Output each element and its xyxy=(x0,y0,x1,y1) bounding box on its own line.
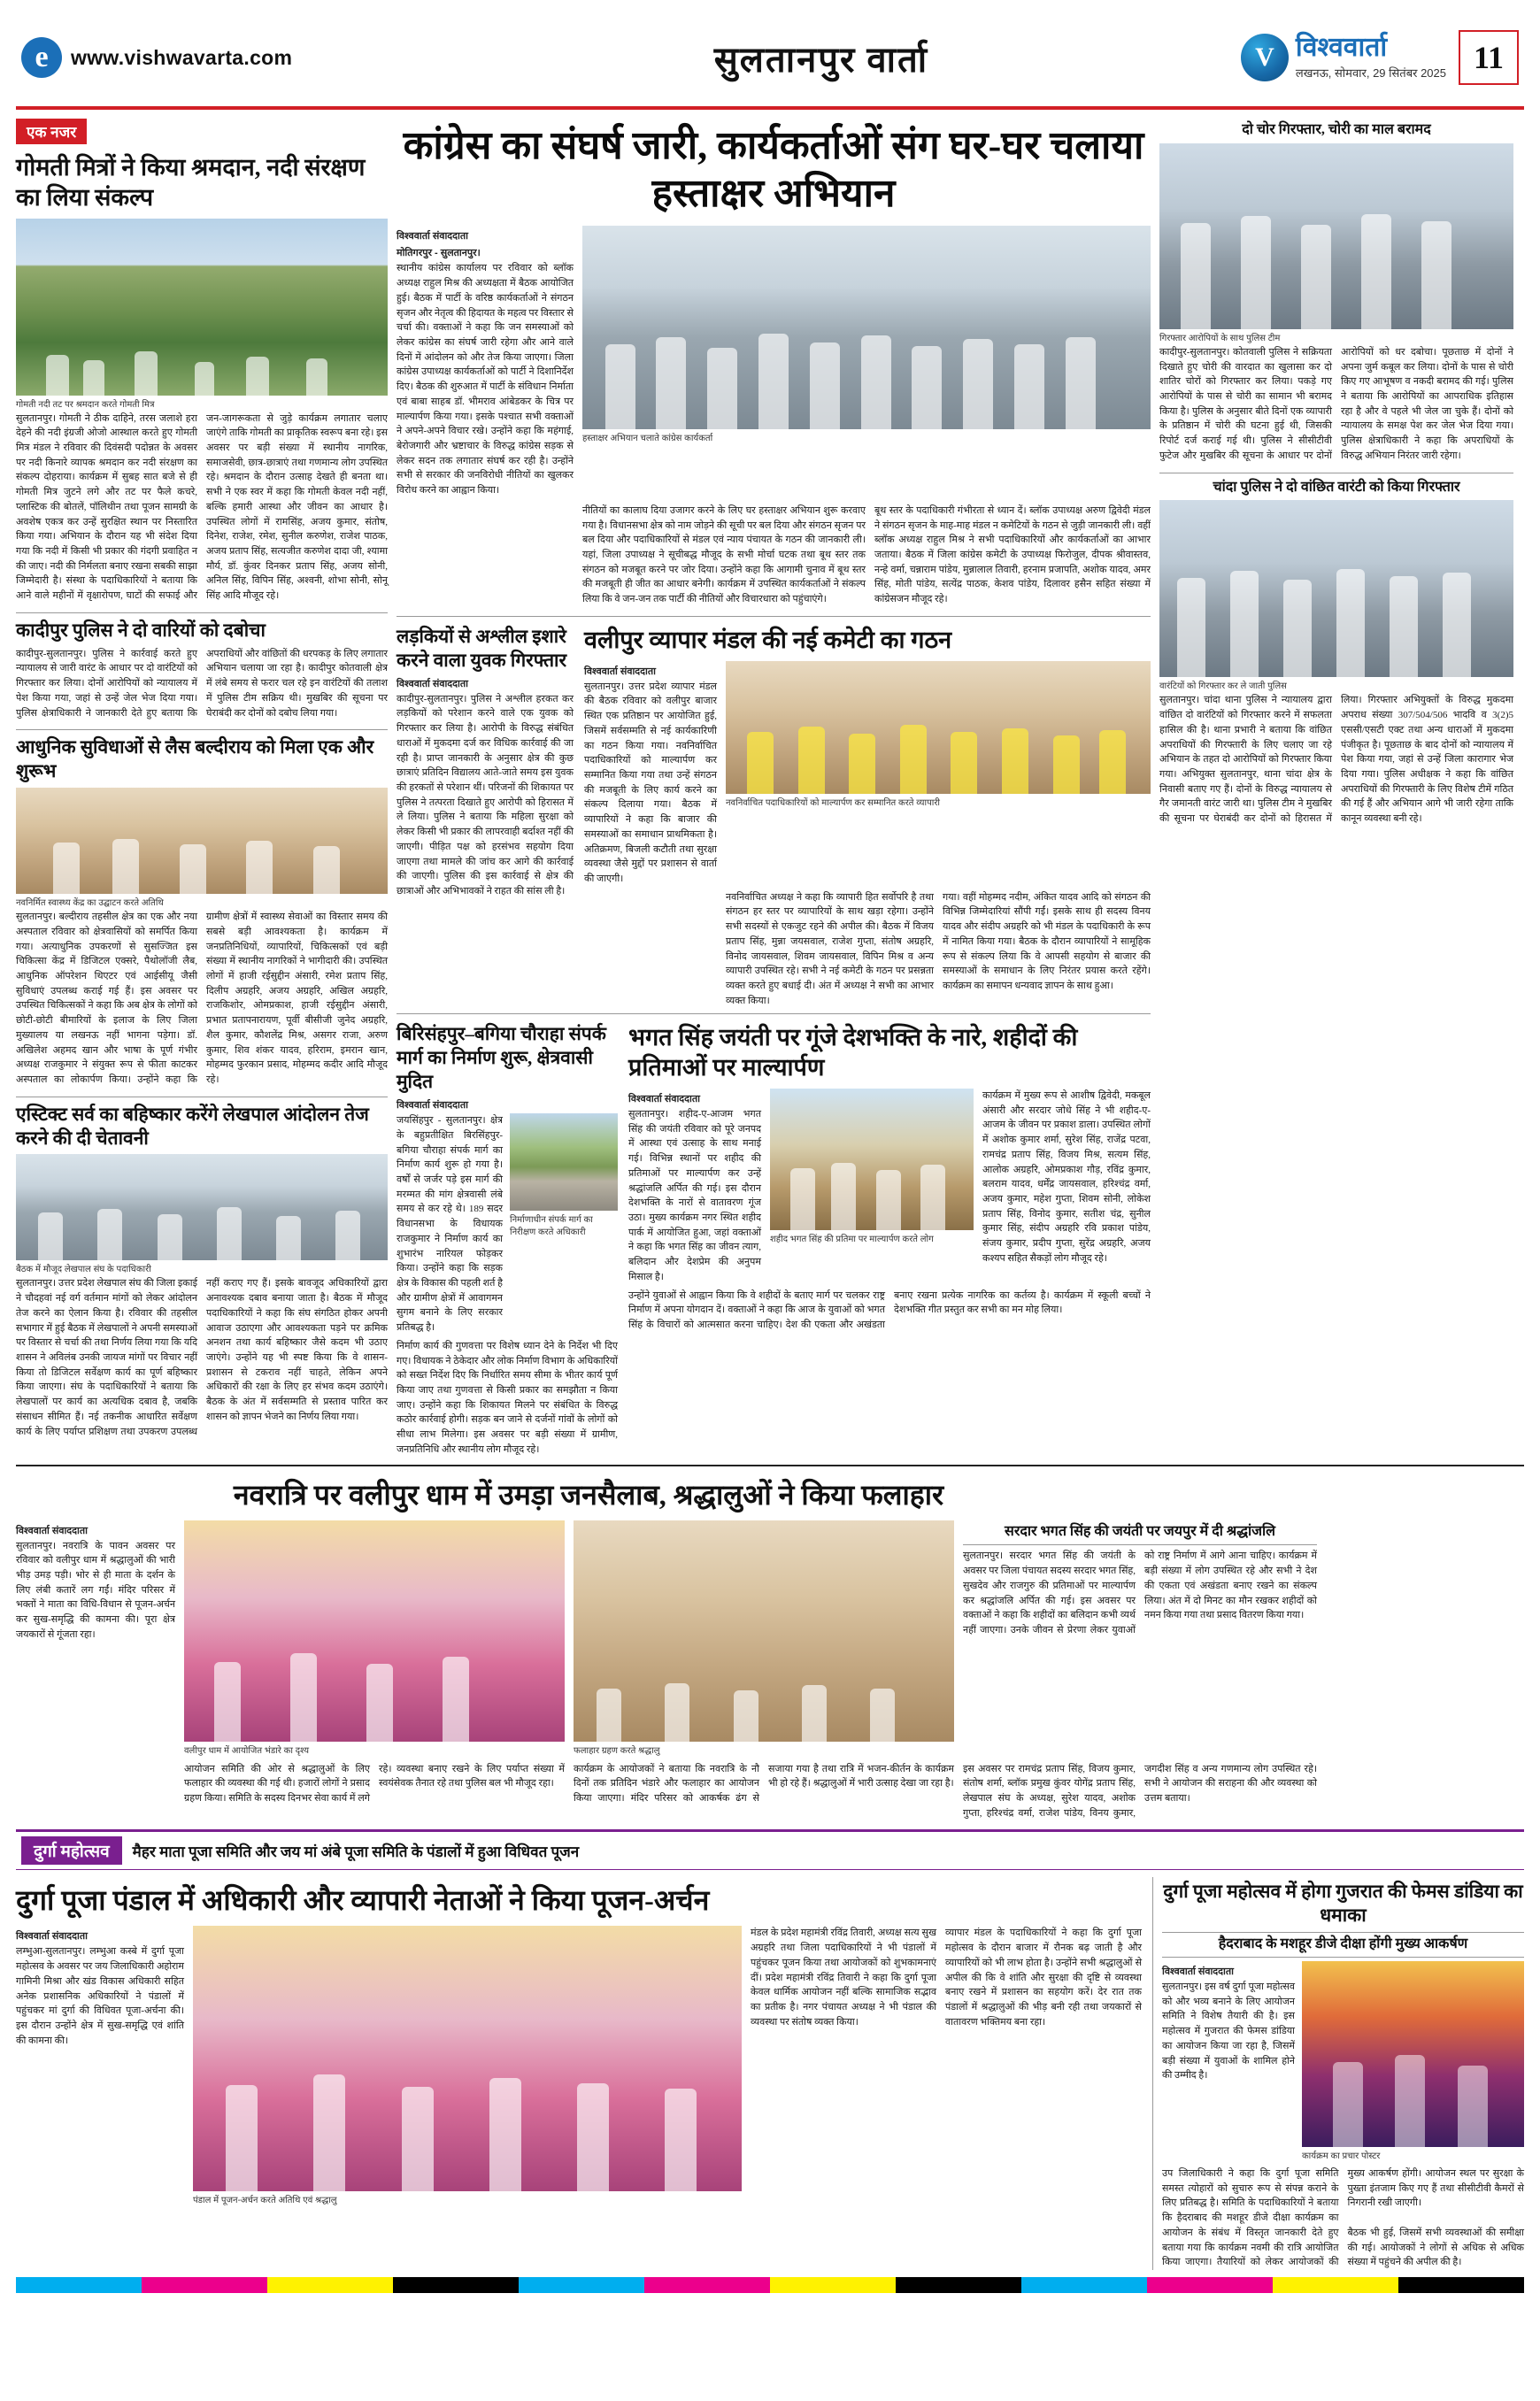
article-ladkiyan xyxy=(397,622,574,1009)
ladkiyan-byline: विश्ववार्ता संवाददाता xyxy=(397,678,468,689)
page-number: 11 xyxy=(1459,30,1519,85)
brand-name: विश्ववार्ता xyxy=(1295,33,1388,62)
durga-photo-caption: पंडाल में पूजन-अर्चन करते अतिथि एवं श्रद्धालु xyxy=(193,2196,337,2206)
navratri-col3: कार्यक्रम के आयोजकों ने बताया कि नवरात्रि के नौ दिनों तक प्रतिदिन भंडारे और फलाहार का आयोजन किया जाएगा। मंदिर परिसर को आकर्षक ढंग से सजाया गया है तथा रात्रि में भजन-कीर्तन के कार्यक्रम भी हो रहे हैं। श्रद्धालुओं में भारी उत्साह देखा जा रहा है। xyxy=(574,1763,954,1805)
article-durga-pandal xyxy=(16,1877,1142,2270)
walipur-headline: वलीपुर व्यापार मंडल की नई कमेटी का गठन xyxy=(584,626,952,653)
page-content xyxy=(16,119,1524,1458)
thieves-headline: दो चोर गिरफ्तार, चोरी का माल बरामद xyxy=(1242,122,1431,137)
navratri-photo-1-caption: वलीपुर धाम में आयोजित भंडारे का दृश्य xyxy=(184,1745,310,1756)
lead-body-col2: नीतियों का कालाघ दिया उजागर करने के लिए घर हस्ताक्षर अभियान शुरू करवाए गया है। विधानसभा क्षेत्र को नाम जोड़ने की सूची पर बल दिया और संगठन सृजन पर बल दिया और पदाधिकारियों से मंडल एवं न्याय पंचायत के गठन की जानकारी ली। यहां, जिला उपाध्यक्ष ने सूचीबद्ध मौजूद के सभी मोर्चा घटक तथा बूथ स्तर तक संगठन को मजबूत करने पर जोर दिया। उन्होंने कहा कि आगामी चुनाव में बूथ स्तर की मजबूती ही जीत का आधार बनेगी। कार्यक्रम में उपस्थित कार्यकर्ताओं ने संकल्प लिया कि वे जन-जन तक पार्टी की नीतियों और विचारधारा को पहुंचाएंगे। xyxy=(582,504,866,605)
dandiya-headline: दुर्गा पूजा महोत्सव में होगा गुजरात की फेमस डांडिया का धमाका xyxy=(1163,1881,1523,1927)
navratri-byline: विश्ववार्ता संवाददाता xyxy=(16,1525,88,1536)
ladkiyan-headline: लड़कियों से अश्लील इशारे करने वाला युवक गिरफ्तार xyxy=(397,625,567,671)
chanda-photo xyxy=(1159,500,1513,677)
mid-row-3 xyxy=(397,1020,1151,1457)
birsinghpur-byline: विश्ववार्ता संवाददाता xyxy=(397,1100,468,1112)
birsinghpur-col2: निर्माण कार्य की गुणवत्ता पर विशेष ध्यान देने के निर्देश भी दिए गए। विधायक ने ठेकेदार और लोक निर्माण विभाग के अधिकारियों को सख्त निर्देश दिए कि निर्धारित समय सीमा के भीतर कार्य पूर्ण किया जाए तथा गुणवत्ता से किसी प्रकार का समझौता न किया जाए। उन्होंने कहा कि शिकायत मिलने पर संबंधित के विरुद्ध कठोर कार्रवाई होगी। सड़क बन जाने से दर्जनों गांवों के लोगों को सीधा लाभ मिलेगा। इस अवसर पर बड़ी संख्या में ग्रामीण, जनप्रतिनिधि और स्थानीय लोग मौजूद रहे। xyxy=(397,1340,618,1455)
eknazar-headline: गोमती मित्रों ने किया श्रमदान, नदी संरक्षण का लिया संकल्प xyxy=(16,154,366,211)
dandiya-col3: आयोजन के संबंध में विस्तृत जानकारी देते हुए बताया गया कि कार्यक्रम नवमी की रात्रि आयोजित किया जाएगा। तैयारियों को लेकर आयोजकों की बैठक भी हुई, जिसमें सभी व्यवस्थाओं की समीक्षा की गई। आयोजकों ने लोगों से अधिक से अधिक संख्या में पहुंचने की अपील की है। xyxy=(1162,2227,1524,2268)
brand-block xyxy=(1241,34,1446,81)
epaper-logo-icon: e xyxy=(21,37,62,78)
chanda-headline: चांदा पुलिस ने दो वांछित वारंटी को किया गिरफ्तार xyxy=(1213,479,1460,495)
navratri-photo-1 xyxy=(184,1520,565,1742)
article-walipur xyxy=(584,622,1151,1009)
birsinghpur-photo-caption: निर्माणाधीन संपर्क मार्ग का निरीक्षण करते अधिकारी xyxy=(510,1215,593,1238)
bhagat-col3: कार्यक्रम में मुख्य रूप से आशीष द्विवेदी, मकबूल अंसारी और सरदार जोधे सिंह ने भी शहीद-ए-आजम के जीवन पर प्रकाश डाला। उपस्थित लोगों में अशोक कुमार शर्मा, सुरेश सिंह, राजेंद्र पटवा, रामचंद्र प्रताप सिंह, विजय मिश्र, सत्यम सिंह, आलोक अग्रहरि, ओमप्रकाश गौड़, रविंद्र कुमार, बलराम यादव, धर्मेंद्र जायसवाल, हरिश्चंद्र वर्मा, अजय कुमार, महेश गुप्ता, शिवम सोनी, लोकेश प्रताप सिंह, विनोद कुमार, सतीश चंद्र, सुनील कुमार सिंह, संदीप अग्रहरि रवि प्रकाश पांडेय, संजय कुमार, प्रदीप गुप्ता, सुरेंद्र अग्रहरि, अजय कश्यप सहित सैकड़ों लोग मौजूद रहे। xyxy=(982,1089,1151,1264)
walipur-col1b xyxy=(584,890,717,1009)
lead-byline: विश्ववार्ता संवाददाता xyxy=(397,231,468,242)
lekhpal-photo xyxy=(16,1154,388,1260)
dandiya-col1: सुलतानपुर। इस वर्ष दुर्गा पूजा महोत्सव को और भव्य बनाने के लिए आयोजन समिति ने विशेष तैयारी की है। इस महोत्सव में गुजरात की फेमस डांडिया का आयोजन किया जा रहा है, जिसमें बड़ी संख्या में युवाओं के शामिल होने की उम्मीद है। xyxy=(1162,1982,1295,2082)
lead-body-col1: स्थानीय कांग्रेस कार्यालय पर रविवार को ब्लॉक अध्यक्ष राहुल मिश्र की अध्यक्षता में बैठक आयोजित हुई। बैठक में पार्टी के वरिष्ठ कार्यकर्ताओं ने संगठन सृजन और नेतृत्व की हिदायत के महत्व पर विस्तार से चर्चा की। वक्ताओं ने कहा कि जन समस्याओं को लेकर कांग्रेस का संघर्ष जारी रहेगा और आने वाले दिनों में आंदोलन को और तेज किया जाएगा। जिला कांग्रेस उपाध्यक्ष कार्यकर्ताओं को पार्टी ने दिशानिर्देश दिए। बैठक की शुरुआत में पार्टी के संविधान निर्माता एवं बाबा साहब डॉ. भीमराव आंबेडकर के चित्र पर माल्यार्पण किया गया। इसके पश्चात सभी वक्ताओं ने अपने-अपने विचार रखे। उन्होंने कहा कि महंगाई, बेरोजगारी और भ्रष्टाचार के विरुद्ध कांग्रेस सड़क से लेकर सदन तक लगातार संघर्ष कर रही है। उन्होंने सभी से सरकार की जनविरोधी नीतियों का खुलकर विरोध करने का आह्वान किया। xyxy=(397,263,574,496)
masthead xyxy=(16,12,1524,110)
durga-col3: व्यापार मंडल के पदाधिकारियों ने कहा कि दुर्गा पूजा महोत्सव के दौरान बाजार में रौनक बढ़ जाती है और व्यापारियों को भी लाभ होता है। उन्होंने सभी श्रद्धालुओं से अपील की कि वे शांति और सुरक्षा की दृष्टि से व्यवस्था बनाए रखने में प्रशासन का सहयोग करें। देर रात तक पंडालों में श्रद्धालुओं की भीड़ बनी रही तथा जयकारों से वातावरण भक्तिमय बना रहा। xyxy=(945,1928,1142,2028)
lead-body-col3: बूथ स्तर के पदाधिकारी गंभीरता से ध्यान दें। ब्लॉक उपाध्यक्ष अरुण द्विवेदी मंडल ने संगठन सृजन के माह-माह मंडल न कमेटियों के गठन से जुड़ी जानकारी ली। वहीं ब्लॉक अध्यक्ष राहुल मिश्र ने सभी पदाधिकारियों और कार्यकर्ताओं का आभार जताया। बैठक में जिला कांग्रेस कमेटी के उपाध्यक्ष फिरोजुल, दीपक श्रीवास्तव, नन्हे वर्मा, चन्नाराम पांडेय, मुन्नालाल तिवारी, हरनाम प्रजापति, अशोक यादव, अमर सिंह, मोती पांडेय, सत्येंद्र पाठक, केशव पांडेय, दिलावर हसैन सहित संख्या में कांग्रेसजन मौजूद रहे। xyxy=(874,504,1151,605)
mid-row-2 xyxy=(397,622,1151,1009)
durga-row xyxy=(16,1877,1524,2270)
bhagat-headline: भगत सिंह जयंती पर गूंजे देशभक्ति के नारे, शहीदों की प्रतिमाओं पर माल्यार्पण xyxy=(628,1024,1078,1081)
birsinghpur-col1: जयसिंहपुर - सुलतानपुर। क्षेत्र के बहुप्रतीक्षित बिरसिंहपुर-बगिया चौराहा संपर्क मार्ग का निर्माण कार्य शुरू हो गया है। वर्षों से जर्जर पड़े इस मार्ग की मरम्मत की मांग क्षेत्रवासी लंबे समय से कर रहे थे। 189 सदर विधानसभा के विधायक राजकुमार ने निर्माण कार्य का शुभारंभ नारियल फोड़कर किया। उन्होंने कहा कि सड़क क्षेत्र के विकास की पहली शर्त है और ग्रामीण क्षेत्रों में आवागमन सुगम बनाने के लिए सरकार प्रतिबद्ध है। xyxy=(397,1115,503,1334)
lead-headline: कांग्रेस का संघर्ष जारी, कार्यकर्ताओं संग घर-घर चलाया हस्ताक्षर अभियान xyxy=(403,124,1144,215)
navratri-col1b xyxy=(16,1762,175,1821)
column-left xyxy=(16,119,388,1458)
shraddhanjali-headline: सरदार भगत सिंह की जयंती पर जयपुर में दी श्रद्धांजलि xyxy=(963,1523,1317,1546)
chanda-photo-caption: वारंटियों को गिरफ्तार कर ले जाती पुलिस xyxy=(1159,681,1287,692)
lead-photo-caption: हस्ताक्षर अभियान चलाते कांग्रेस कार्यकर्ता xyxy=(582,434,713,444)
birsinghpur-photo xyxy=(510,1113,618,1211)
durga-section-bar xyxy=(16,1829,1524,1870)
bhagat-col1: सुलतानपुर। शहीद-ए-आजम भगत सिंह की जयंती रविवार को पूरे जनपद में आस्था एवं उत्साह के साथ मनाई गई। विभिन्न स्थानों पर शहीद की प्रतिमाओं पर माल्यार्पण कर उन्हें श्रद्धांजलि अर्पित की गई। इस दौरान देशभक्ति के नारों से वातावरण गूंज उठा। मुख्य कार्यक्रम नगर स्थित शहीद पार्क में आयोजित हुआ, जहां वक्ताओं ने कहा कि भगत सिंह का जीवन त्याग, बलिदान और देशप्रेम की अनुपम मिसाल है। xyxy=(628,1108,761,1282)
masthead-left xyxy=(21,37,402,78)
masthead-right xyxy=(1241,30,1519,85)
walipur-col1: सुलतानपुर। उत्तर प्रदेश व्यापार मंडल की बैठक रविवार को वलीपुर बाजार स्थित एक प्रतिष्ठान पर आयोजित हुई, जिसमें सर्वसम्मति से नई कार्यकारिणी का गठन किया गया। नवनिर्वाचित पदाधिकारियों को माल्यार्पण कर सम्मानित किया गया तथा उन्हें संगठन की मजबूती के लिए कार्य करने का संकल्प दिलाया गया। बैठक में व्यापारियों ने कहा कि बाजार की समस्याओं का समाधान प्राथमिकता है। अतिक्रमण, बिजली कटौती तथा सुरक्षा व्यवस्था जैसे मुद्दों पर प्रशासन से वार्ता की जाएगी। xyxy=(584,681,717,884)
bhagat-photo-caption: शहीद भगत सिंह की प्रतिमा पर माल्यार्पण करते लोग xyxy=(770,1234,934,1244)
hospital-body: सुलतानपुर। बल्दीराय तहसील क्षेत्र का एक और नया अस्पताल रविवार को क्षेत्रवासियों को समर्पित किया गया। अत्याधुनिक उपकरणों से सुसज्जित इस चिकित्सा केंद्र में डिजिटल एक्सरे, पैथोलॉजी लैब, आधुनिक ऑपरेशन थिएटर एवं आईसीयू जैसी सुविधाएं उपलब्ध कराई गई हैं। इस अवसर पर उपस्थित चिकित्सकों ने कहा कि अब क्षेत्र के लोगों को छोटी-छोटी बीमारियों के इलाज के लिए जिला मुख्यालय या लखनऊ नहीं भागना पड़ेगा। डॉ. अखिलेश अहमद खान और भाषा के पूर्ण गंभीर अध्यक्ष राजकुमार ने संयुक्त रूप से फीता काटकर अस्पताल का लोकार्पण किया। उन्होंने कहा कि ग्रामीण क्षेत्रों में स्वास्थ्य सेवाओं का विस्तार समय की सबसे बड़ी आवश्यकता है। कार्यक्रम में जनप्रतिनिधियों, व्यापारियों, चिकित्सकों एवं बड़ी संख्या में स्थानीय नागरिकों ने भागीदारी की। उपस्थित लोगों में हाजी रईसुद्दीन अंसारी, रमेश प्रताप सिंह, दिलीप अग्रहरि, अजय अग्रहरि, अखिल अग्रहरि, राजकिशोर, ओमप्रकाश, हाजी रईसुद्दीन अंसारी, प्रभात प्रतापनारायण, पूर्वी बीसीजी जुनेद अग्रहरि, शैल कुमार, कौशलेंद्र मिश्र, असगर राजा, अरुण कुमार, शिव शंकर यादव, हरिराम, इमरान खान, मोहम्मद फुरकान प्रसाद, मोहम्मद कदीर आदि मौजूद रहे। xyxy=(16,912,388,1085)
lead-photo xyxy=(582,226,1151,429)
article-hospital xyxy=(16,735,388,1087)
hospital-photo-caption: नवनिर्मित स्वास्थ्य केंद्र का उद्घाटन करते अतिथि xyxy=(16,898,164,909)
article-bhagat-singh xyxy=(628,1020,1151,1457)
birsinghpur-headline: बिरिसंहपुर–बगिया चौराहा संपर्क मार्ग का निर्माण शुरू, क्षेत्रवासी मुदित xyxy=(397,1023,606,1093)
durga-col2: मंडल के प्रदेश महामंत्री रविंद्र तिवारी, अध्यक्ष सत्य सुख अग्रहरि तथा जिला पदाधिकारियों ने भी पंडालों में पहुंचकर पूजन किया तथा आयोजकों को शुभकामनाएं दीं। प्रदेश महामंत्री रविंद्र तिवारी ने कहा कि दुर्गा पूजा केवल धार्मिक आयोजन नहीं बल्कि सामाजिक सद्भाव का प्रतीक है। नगर पंचायत अध्यक्ष ने भी पंडाल की व्यवस्था पर संतोष व्यक्त किया। xyxy=(751,1928,936,2028)
kadipur-headline: कादीपुर पुलिस ने दो वारियों को दबोचा xyxy=(16,619,266,641)
vishwavarta-logo-icon: V xyxy=(1241,34,1289,81)
dandiya-poster-caption: कार्यक्रम का प्रचार पोस्टर xyxy=(1302,2151,1381,2162)
article-kadipur-warranty xyxy=(16,619,388,720)
walipur-col2: नवनिर्वाचित अध्यक्ष ने कहा कि व्यापारी हित सर्वोपरि है तथा संगठन हर स्तर पर व्यापारियों के साथ खड़ा रहेगा। उन्होंने सभी सदस्यों से एकजुट रहने की अपील की। बैठक में विजय प्रताप सिंह, मुन्ना जयसवाल, राजेश गुप्ता, संतोष अग्रहरि, विनोद जायसवाल, शिवम जायसवाल, विपिन मिश्र व अन्य व्यापारी उपस्थित रहे। सभी ने नई कमेटी के गठन पर प्रसन्नता व्यक्त करते हुए बधाई दी। अंत में अध्यक्ष ने सभी का आभार व्यक्त किया। xyxy=(726,891,934,1006)
hospital-photo xyxy=(16,788,388,894)
navratri-col4: इस अवसर पर रामचंद्र प्रताप सिंह, विजय कुमार, संतोष शर्मा, ब्लॉक प्रमुख कुंवर योगेंद्र प्रताप सिंह, लेखपाल संघ के अध्यक्ष, सुरेश यादव, अशोक गुप्ता, हरिश्चंद्र वर्मा, राजेश पांडेय, विनय कुमार, जगदीश सिंह व अन्य गणमान्य लोग उपस्थित रहे। सभी ने आयोजन की सराहना की और व्यवस्था को उत्तम बताया। xyxy=(963,1763,1317,1819)
walipur-photo-caption: नवनिर्वाचित पदाधिकारियों को माल्यार्पण कर सम्मानित करते व्यापारी xyxy=(726,797,941,808)
section-title: सुलतानपुर वार्ता xyxy=(713,39,929,80)
article-lekhpal xyxy=(16,1103,388,1440)
lead-dateline: मोतिगरपुर - सुलतानपुर। xyxy=(397,248,481,259)
article-dandiya xyxy=(1152,1877,1524,2270)
article-two-thieves xyxy=(1159,121,1513,464)
eknazar-photo-caption: गोमती नदी तट पर श्रमदान करते गोमती मित्र xyxy=(16,399,155,410)
walipur-photo xyxy=(726,661,1151,794)
durga-photo xyxy=(193,1926,742,2191)
walipur-byline: विश्ववार्ता संवाददाता xyxy=(584,666,656,677)
bhagat-photo xyxy=(770,1089,974,1230)
hospital-headline: आधुनिक सुविधाओं से लैस बल्दीराय को मिला एक और शुरूभ xyxy=(16,736,374,782)
masthead-center xyxy=(402,34,1241,82)
article-congress-lead xyxy=(397,122,1151,607)
article-eknazar xyxy=(16,119,388,604)
lekhpal-headline: एस्टिक्ट सर्व का बहिष्कार करेंगे लेखपाल आंदोलन तेज करने की दी चेतावनी xyxy=(16,1103,369,1149)
durga-tag: दुर्गा महोत्सव xyxy=(21,1836,122,1865)
navratri-photo-2 xyxy=(574,1520,954,1742)
eknazar-body: सुलतानपुर। गोमती ने ठीक दाहिने, तरस जलाशे हरा देहने की नदी इंग्रजी ओजो आस्थाल करते हुए गोमती मित्र मंडल ने रविवार की दिवंसदी पदोन्नत के अवसर पर नदी किनारे व्यापक श्रमदान कर नदी संरक्षण का संकल्प दोहराया। कार्यक्रम में सुबह सात बजे से ही गोमती मित्र जुटने लगे और तट पर फैले कचरे, प्लास्टिक की बोतलें, पॉलिथीन तथा पूजन सामग्री के अवशेष एकत्र कर उन्हें सुरक्षित स्थान पर निस्तारित किया गया। अभियान के दौरान यह भी संदेश दिया गया कि नदी में किसी भी प्रकार की गंदगी प्रवाहित न की जाए। नदी की निर्मलता बनाए रखना सबकी साझा जिम्मेदारी है। संस्था के पदाधिकारियों ने बताया कि आने वाले महीनों में वृक्षारोपण, घाटों की सफाई और जन-जागरूकता से जुड़े कार्यक्रम लगातार चलाए जाएंगे ताकि गोमती का प्राकृतिक स्वरूप बना रहे। इस अवसर पर बड़ी संख्या में स्थानीय नागरिक, समाजसेवी, छात्र-छात्राएं तथा गणमान्य लोग उपस्थित रहे। श्रमदान के दौरान उत्साह देखते ही बनता था। सभी ने एक स्वर में कहा कि गोमती केवल नदी नहीं, बल्कि हमारी आस्था और जीवन का आधार है। उपस्थित लोगों में रामसिंह, अजय कुमार, संतोष, दिनेश, राजेश, रमेश, सुनील करुणेश, राजेश पाठक, अजय प्रताप सिंह, सत्यजीत करुणेश दादा जी, श्यामा मौर्य, डॉ. कुंवर दिनकर प्रताप सिंह, अजय सोनी, अनिल सिंह, विपिन सिंह, अश्वनी, शोभा सोनी, सोनू सिंह आदि मौजूद रहे। xyxy=(16,412,388,602)
shraddhanjali-body: सुलतानपुर। सरदार भगत सिंह की जयंती के अवसर पर जिला पंचायत सदस्य सरदार भगत सिंह, सुखदेव और राजगुरु की प्रतिमाओं पर माल्यार्पण कर श्रद्धांजलि अर्पित की गई। इस अवसर पर वक्ताओं ने कहा कि शहीदों का बलिदान कभी व्यर्थ नहीं जाएगा। उनके जीवन से प्रेरणा लेकर युवाओं को राष्ट्र निर्माण में आगे आना चाहिए। कार्यक्रम में बड़ी संख्या में लोग उपस्थित रहे और सभी ने देश की एकता एवं अखंडता बनाए रखने का संकल्प लिया। अंत में दो मिनट का मौन रखकर शहीदों को नमन किया गया तथा प्रसाद वितरण किया गया। xyxy=(963,1551,1317,1635)
eknazar-photo xyxy=(16,219,388,396)
durga-col1: लम्भुआ-सुलतानपुर। लम्भुआ कस्बे में दुर्गा पूजा महोत्सव के अवसर पर जय जिलाधिकारी अहोराम गामिनी मिश्रा और खंड विकास अधिकारी सहित अनेक प्रशासनिक अधिकारियों ने पंडालों में पहुंचकर मां दुर्गा की विधिवत पूजा-अर्चना की। इस दौरान उन्होंने क्षेत्र में सुख-समृद्धि एवं शांति की कामना की। xyxy=(16,1946,184,2046)
walipur-col3: गया। वहीं मोहम्मद नदीम, अंकित यादव आदि को संगठन की विभिन्न जिम्मेदारियां सौंपी गईं। इसके साथ ही सदस्य विनय यादव और संदीप अग्रहरि को भी मंडल के पदाधिकारी के रूप में नामित किया गया। बैठक के दौरान व्यापारियों ने सामूहिक रूप से संकल्प लिया कि वे आपसी सहयोग से बाजार की समस्याओं के समाधान के लिए निरंतर प्रयास करते रहेंगे। कार्यक्रम का समापन धन्यवाद ज्ञापन के साथ हुआ। xyxy=(943,891,1151,991)
article-navratri xyxy=(16,1465,1524,1821)
navratri-photo-2-caption: फलाहार ग्रहण करते श्रद्धालु xyxy=(574,1745,660,1756)
article-chanda-police xyxy=(1159,479,1513,827)
brand-text xyxy=(1296,35,1446,81)
website-url[interactable]: www.vishwavarta.com xyxy=(71,45,293,69)
print-registration-colorbar xyxy=(16,2277,1524,2293)
navratri-headline: नवरात्रि पर वलीपुर धाम में उमड़ा जनसैलाब, श्रद्धालुओं ने किया फलाहार xyxy=(233,1478,944,1511)
thieves-photo xyxy=(1159,143,1513,329)
thieves-photo-caption: गिरफ्तार आरोपियों के साथ पुलिस टीम xyxy=(1159,333,1281,343)
kadipur-body: कादीपुर-सुलतानपुर। पुलिस ने कार्रवाई करते हुए न्यायालय से जारी वारंट के आधार पर दो वारंटियों को गिरफ्तार कर लिया। दोनों आरोपियों को न्यायालय में पेश किया गया, जहां से उन्हें जेल भेज दिया गया। पुलिस क्षेत्राधिकारी ने जानकारी देते हुए बताया कि अपराधियों और वांछितों की धरपकड़ के लिए लगातार अभियान चलाया जा रहा है। कादीपुर कोतवाली क्षेत्र में लंबे समय से फरार चल रहे इन वारंटियों की तलाश में पुलिस टीम सक्रिय थी। मुखबिर की सूचना पर घेराबंदी कर दोनों को दबोच लिया गया। xyxy=(16,648,388,719)
article-birsinghpur xyxy=(397,1020,618,1457)
dandiya-byline: विश्ववार्ता संवाददाता xyxy=(1162,1966,1234,1978)
column-right xyxy=(1159,119,1513,1458)
thieves-body: कादीपुर-सुलतानपुर। कोतवाली पुलिस ने सक्रियता दिखाते हुए चोरी की वारदात का खुलासा कर दो शातिर चोरों को गिरफ्तार कर लिया। पकड़े गए आरोपियों के पास से चोरी का सामान भी बरामद किया है। पुलिस के अनुसार बीते दिनों एक व्यापारी के प्रतिष्ठान में चोरी की घटना हुई थी, जिसकी रिपोर्ट दर्ज कराई गई थी। पुलिस ने सीसीटीवी फुटेज और मुखबिर की सूचना के आधार पर दोनों आरोपियों को धर दबोचा। पूछताछ में दोनों ने अपना जुर्म कबूल कर लिया। दोनों के पास से चोरी किए गए आभूषण व नकदी बरामद की गई। पुलिस ने बताया कि आरोपियों का आपराधिक इतिहास रहा है और वे पहले भी जेल जा चुके हैं। दोनों को न्यायालय के समक्ष पेश कर जेल भेज दिया गया। पुलिस क्षेत्राधिकारी ने कहा कि अपराधियों के विरुद्ध अभियान निरंतर जारी रहेगा। xyxy=(1159,346,1513,461)
column-middle xyxy=(397,119,1151,1458)
ladkiyan-body: कादीपुर-सुलतानपुर। पुलिस ने अश्लील हरकत कर लड़कियों को परेशान करने वाले एक युवक को गिरफ्तार कर लिया है। आरोपी के विरुद्ध संबंधित धाराओं में मुकदमा दर्ज कर विधिक कार्रवाई की जा रही है। प्राप्त जानकारी के अनुसार क्षेत्र की कुछ छात्राएं प्रतिदिन विद्यालय आते-जाते समय इस युवक की हरकतों से परेशान थीं। परिजनों की शिकायत पर पुलिस ने तत्परता दिखाते हुए आरोपी को हिरासत में ले लिया। पुलिस ने बताया कि महिला सुरक्षा को लेकर किसी भी प्रकार की लापरवाही बर्दाश्त नहीं की जाएगी। पीड़ित पक्ष को हरसंभव सहयोग दिया जाएगा तथा मामले की जांच कर आगे की कार्रवाई की जाएगी। पुलिस की इस कार्रवाई से क्षेत्र की छात्राओं और अभिभावकों ने राहत की सांस ली है। xyxy=(397,693,574,897)
durga-headline: दुर्गा पूजा पंडाल में अधिकारी और व्यापारी नेताओं ने किया पूजन-अर्चन xyxy=(16,1884,710,1917)
dandiya-subhead: हैदराबाद के मशहूर डीजे दीक्षा होंगी मुख्य आकर्षण xyxy=(1162,1932,1524,1958)
durga-bar-text: मैहर माता पूजा समिति और जय मां अंबे पूजा समिति के पंडालों में हुआ विधिवत पूजन xyxy=(132,1843,580,1860)
lekhpal-body: सुलतानपुर। उत्तर प्रदेश लेखपाल संघ की जिला इकाई ने चौदहवां नई वर्ग वर्तमान मांगों को लेकर आंदोलन तेज करने का ऐलान किया है। रविवार की तहसील सभागार में हुई बैठक में लेखपालों ने अपनी समस्याओं पर विस्तार से चर्चा की तथा निर्णय लिया गया कि यदि शासन ने अविलंब उनकी जायज मांगों पर विचार नहीं किया तो डिजिटल सर्वेक्षण कार्य का पूर्ण बहिष्कार किया जाएगा। संघ के पदाधिकारियों ने बताया कि लेखपालों पर कार्य का अत्यधिक दबाव है, जबकि संसाधन सीमित हैं। नई तकनीक आधारित सर्वेक्षण कार्य के लिए पर्याप्त प्रशिक्षण तथा उपकरण उपलब्ध नहीं कराए गए हैं। इसके बावजूद अधिकारियों द्वारा अनावश्यक दबाव बनाया जाता है। बैठक में मौजूद पदाधिकारियों ने कहा कि संघ संगठित होकर अपनी आवाज उठाएगा और आवश्यकता पड़ने पर क्रमिक अनशन तथा कार्य बहिष्कार जैसे कदम भी उठाए जाएंगे। उन्होंने यह भी स्पष्ट किया कि वे शासन-प्रशासन से टकराव नहीं चाहते, लेकिन अपने अधिकारों की रक्षा के लिए हर संभव कदम उठाएंगे। बैठक के अंत में सर्वसम्मति से प्रस्ताव पारित कर शासन को ज्ञापन भेजने का निर्णय लिया गया। xyxy=(16,1278,388,1437)
eknazar-tag: एक नजर xyxy=(16,119,87,144)
lekhpal-photo-caption: बैठक में मौजूद लेखपाल संघ के पदाधिकारी xyxy=(16,1265,151,1275)
bhagat-col2: उन्होंने युवाओं से आह्वान किया कि वे शहीदों के बताए मार्ग पर चलकर राष्ट्र निर्माण में अपना योगदान दें। वक्ताओं ने कहा कि आज के युवाओं को भगत सिंह के विचारों को आत्मसात करना चाहिए। देश की एकता और अखंडता बनाए रखना प्रत्येक नागरिक का कर्तव्य है। कार्यक्रम में स्कूली बच्चों ने देशभक्ति गीत प्रस्तुत कर सभी का मन मोह लिया। xyxy=(628,1289,1151,1330)
navratri-col2: आयोजन समिति की ओर से श्रद्धालुओं के लिए फलाहार की व्यवस्था की गई थी। हजारों लोगों ने प्रसाद ग्रहण किया। समिति के सदस्य दिनभर सेवा कार्य में लगे रहे। व्यवस्था बनाए रखने के लिए पर्याप्त संख्या में स्वयंसेवक तैनात रहे तथा पुलिस बल भी मौजूद रहा। xyxy=(184,1763,565,1805)
navratri-col1: सुलतानपुर। नवरात्रि के पावन अवसर पर रविवार को वलीपुर धाम में श्रद्धालुओं की भारी भीड़ उमड़ पड़ी। भोर से ही माता के दर्शन के लिए लंबी कतारें लग गईं। मंदिर परिसर में भक्तों ने माता का विधि-विधान से पूजन-अर्चन कर सुख-समृद्धि की कामना की। पूरा क्षेत्र जयकारों से गूंजता रहा। xyxy=(16,1540,175,1640)
dandiya-poster-photo xyxy=(1302,1961,1524,2147)
durga-byline: विश्ववार्ता संवाददाता xyxy=(16,1931,88,1943)
dandiya-col2: उप जिलाधिकारी ने कहा कि दुर्गा पूजा समिति समस्त त्योहारों को सुचारु रूप से संपन्न कराने के लिए प्रतिबद्ध है। समिति के पदाधिकारियों ने बताया कि हैदराबाद की मशहूर डीजे दीक्षा कार्यक्रम का मुख्य आकर्षण होंगी। आयोजन स्थल पर सुरक्षा के पुख्ता इंतजाम किए गए हैं तथा सीसीटीवी कैमरों से निगरानी रखी जाएगी। xyxy=(1162,2168,1524,2224)
bhagat-byline: विश्ववार्ता संवाददाता xyxy=(628,1093,700,1104)
lead-body-col1b xyxy=(397,504,574,607)
chanda-body: सुलतानपुर। चांदा थाना पुलिस ने न्यायालय द्वारा वांछित दो वारंटियों को गिरफ्तार करने में सफलता हासिल की है। थाना प्रभारी ने बताया कि वांछित अपराधियों की गिरफ्तारी के लिए चलाए जा रहे अभियान के तहत दो आरोपियों को गिरफ्तार किया गया। अभियुक्त सुलतानपुर, थाना चांदा क्षेत्र के निवासी बताए गए हैं। दोनों के विरुद्ध न्यायालय से गैर जमानती वारंट जारी था। पुलिस टीम ने मुखबिर की सूचना पर घेराबंदी कर दोनों को हिरासत में लिया। गिरफ्तार अभियुक्तों के विरुद्ध मुकदमा अपराध संख्या 307/504/506 भादवि व 3(2)5 एससी/एसटी एक्ट तथा अन्य धाराओं में मुकदमा पंजीकृत है। पूछताछ के बाद दोनों को न्यायालय में पेश किया गया, जहां से उन्हें जिला कारागार भेज दिया गया। पुलिस अधीक्षक ने कहा कि वांछित अपराधियों की गिरफ्तारी के लिए विशेष टीमें गठित की गई हैं और अभियान आगे भी जारी रहेगा ताकि कानून व्यवस्था बनी रहे। xyxy=(1159,695,1513,825)
edition-date: लखनऊ, सोमवार, 29 सितंबर 2025 xyxy=(1295,66,1446,80)
